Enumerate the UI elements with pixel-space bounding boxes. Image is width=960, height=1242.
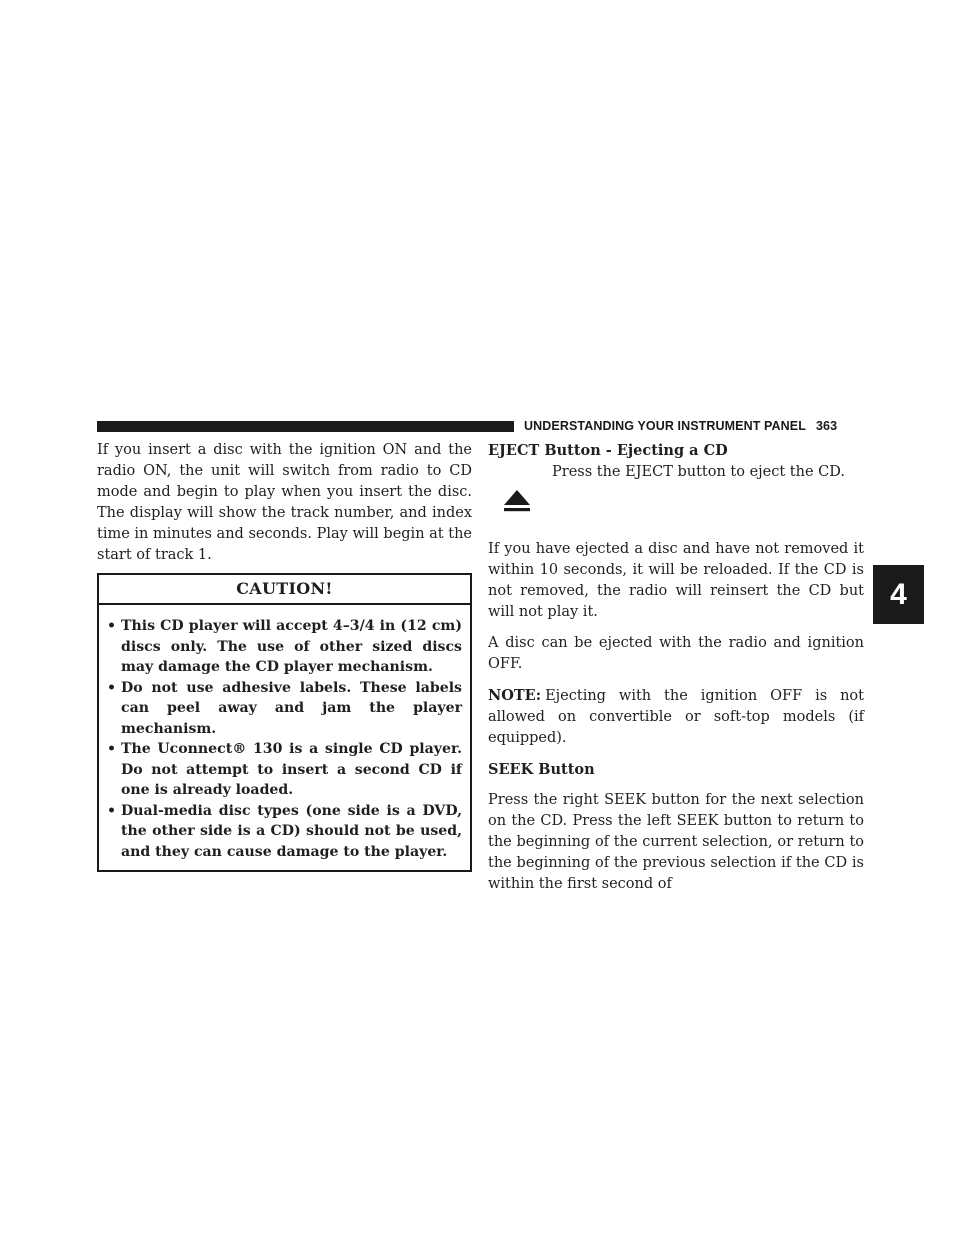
running-header [524, 419, 864, 433]
header-title: UNDERSTANDING YOUR INSTRUMENT PANEL [524, 419, 806, 433]
caution-title: CAUTION! [99, 575, 470, 605]
note-paragraph [488, 685, 864, 749]
intro-paragraph: If you insert a disc with the ignition ON and the radio ON, the unit will switch from radio to CD mode and begin to play when you insert the disc. The display will show the track number, and index time in minutes and seconds. Play will begin at the start of track 1. [97, 442, 472, 563]
seek-heading: SEEK Button [488, 761, 595, 778]
reload-paragraph: If you have ejected a disc and have not removed it within 10 seconds, it will be reloaded. If the CD is not removed, the radio will reinsert the CD but will not play it. [488, 541, 864, 620]
eject-row [488, 461, 864, 539]
eject-off-paragraph: A disc can be ejected with the radio and ignition OFF. [488, 635, 864, 672]
caution-item: • This CD player will accept 4–3/4 in (12 cm) discs only. The use of other sized discs may damage the CD player mechanism. [107, 616, 462, 678]
chapter-tab: 4 [873, 565, 924, 624]
eject-instruction: Press the EJECT button to eject the CD. [552, 464, 845, 480]
note-label: NOTE: [488, 687, 542, 704]
caution-item: • The Uconnect® 130 is a single CD player. Do not attempt to insert a second CD if one is already loaded. [107, 739, 462, 801]
caution-item: • Dual-media disc types (one side is a DVD, the other side is a CD) should not be used, and they can cause damage to the player. [107, 801, 462, 863]
eject-icon [503, 488, 531, 522]
eject-heading: EJECT Button - Ejecting a CD [488, 442, 728, 459]
header-rule [97, 421, 514, 432]
caution-list [99, 605, 470, 870]
caution-item: • Do not use adhesive labels. These labels can peel away and jam the player mechanism. [107, 678, 462, 740]
right-column [488, 440, 864, 895]
left-column [97, 440, 472, 872]
note-text: Ejecting with the ignition OFF is not allowed on convertible or soft-top models (if equipped). [488, 688, 864, 746]
seek-paragraph: Press the right SEEK button for the next selection on the CD. Press the left SEEK button to return to the beginning of the current selection, or return to the beginning of the previous selection if the CD is within the first second of [488, 792, 864, 892]
caution-box [97, 573, 472, 872]
page-number: 363 [815, 419, 838, 433]
